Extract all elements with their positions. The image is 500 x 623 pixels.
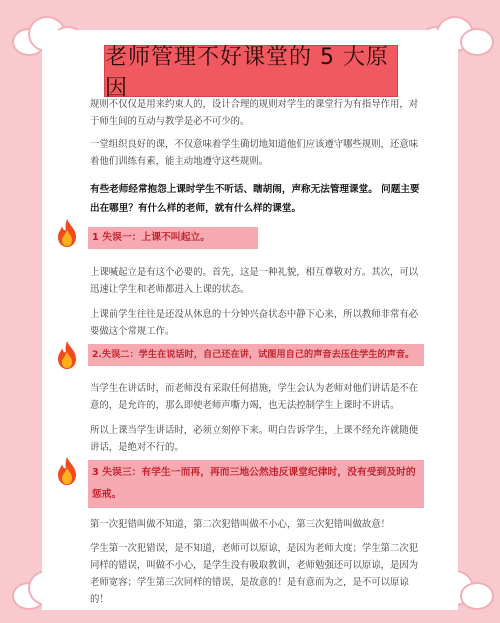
paragraph-talking: 当学生在讲话时，而老师没有采取任何措施，学生会认为老师对他们讲话是不在意的，是允许的，那么即使老师声嘶力竭，也无法控制学生上课时不讲话。 <box>90 383 419 411</box>
paragraph-stop-immediately: 所以上课当学生讲话时，必须立刻停下来。明白告诉学生，上课不经允许就随便讲话，是绝对不行的。 <box>90 425 419 453</box>
mistake-two-heading: 2.失误二：学生在说话时，自己还在讲，试图用自己的声音去压住学生的声音。 <box>88 344 424 366</box>
flame-icon <box>56 456 78 486</box>
title-banner <box>104 45 398 101</box>
paragraph-three-times: 第一次犯错叫做不知道，第二次犯错叫做不小心，第三次犯错叫做故意！ <box>90 519 391 530</box>
key-question: 有些老师经常抱怨上课时学生不听话、瞎胡闹，声称无法管理课堂。 问题主要出在哪里？有什么样的老师，就有什么样的课堂。 <box>90 184 420 214</box>
mistake-three-heading: 3 失误三：有学生一而再，再而三地公然违反课堂纪律时，没有受到及时的惩戒。 <box>88 460 424 508</box>
paragraph-forgiveness: 学生第一次犯错误，是不知道，老师可以原谅，是因为老师大度；学生第二次犯同样的错误，叫做不小心，是学生没有吸取教训，老师勉强还可以原谅，是因为老师宽容；学生第三次同样的错误，是故意的！是有意而为之，是不可以原谅的！ <box>90 543 419 605</box>
paragraph-stand-up: 上课喊起立是有这个必要的。首先，这是一种礼貌，相互尊敬对方。其次，可以迅速让学生和老师都进入上课的状态。 <box>90 267 419 295</box>
article-card <box>42 30 458 610</box>
page-title: 老师管理不好课堂的 5 大原因 <box>105 45 389 101</box>
paragraph-rules: 规则不仅仅是用来约束人的，设计合理的规则对学生的课堂行为有指导作用，对于师生间的互动与教学是必不可少的。 <box>90 99 419 127</box>
paragraph-organized-class: 一堂组织良好的课，不仅意味着学生确切地知道他们应该遵守哪些规则，还意味着他们训练有素，能主动地遵守这些规则。 <box>90 139 419 167</box>
flame-icon <box>56 218 78 248</box>
mistake-one-heading: 1 失误一：上课不叫起立。 <box>88 227 258 249</box>
flame-icon <box>56 340 78 370</box>
paragraph-before-class: 上课前学生往往是还没从休息的十分钟兴奋状态中静下心来，所以教师非常有必要做这个常规工作。 <box>90 309 419 337</box>
